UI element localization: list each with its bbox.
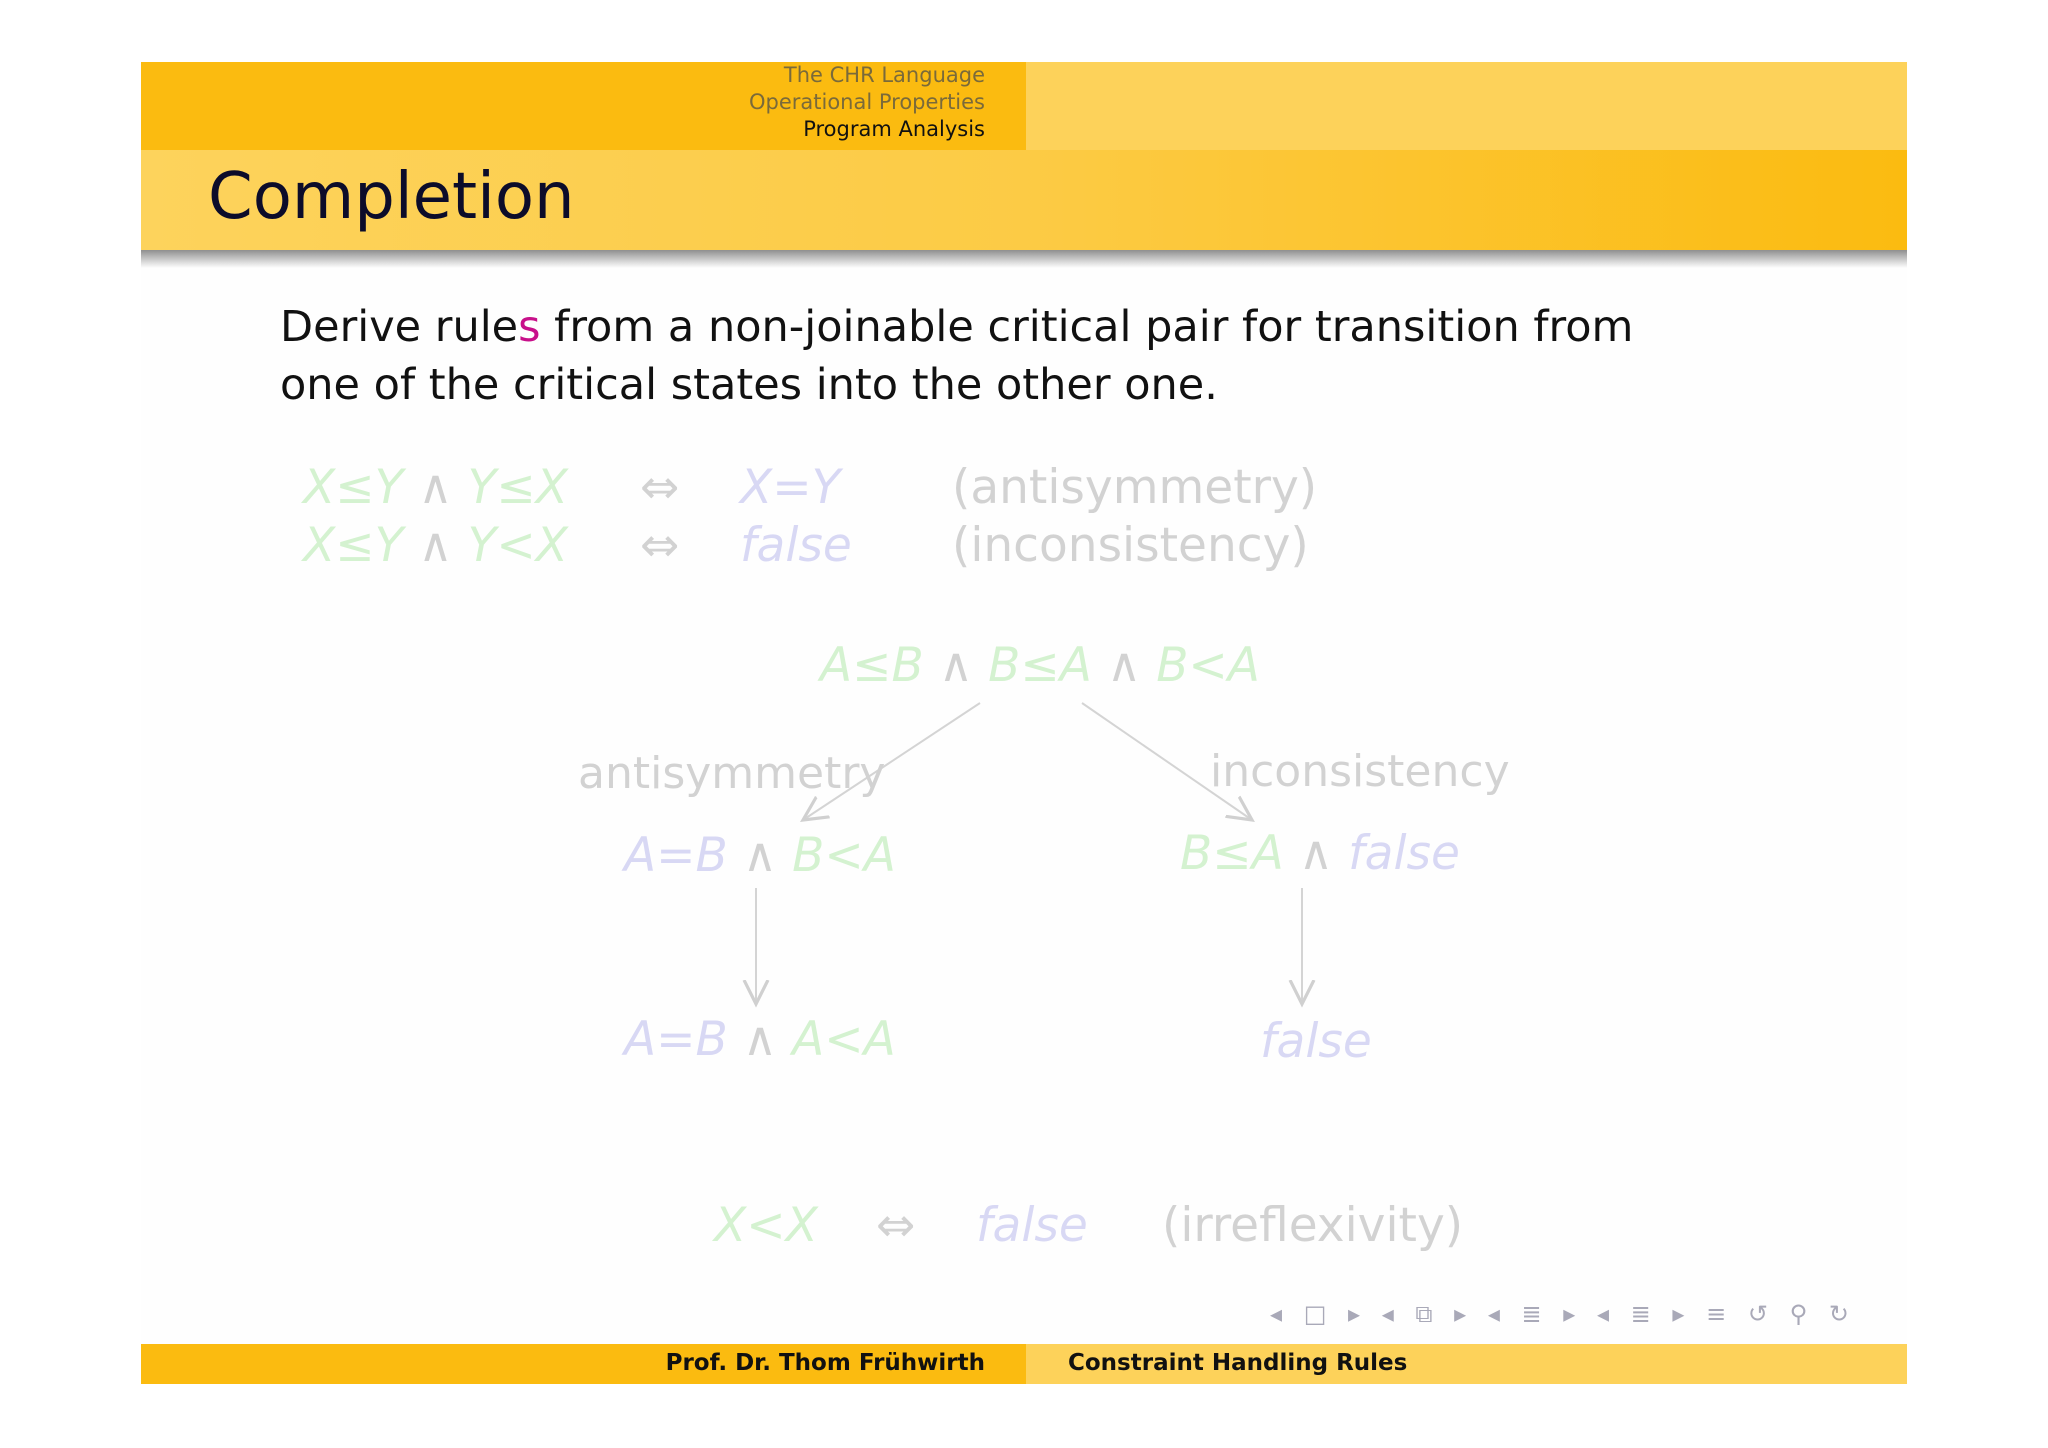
new-rule-operator: ⇔ <box>876 1198 916 1253</box>
rule-1-rhs: X=Y <box>740 460 841 515</box>
next-subsection-icon[interactable]: ▸ <box>1563 1300 1576 1328</box>
body-text-end: from a non-joinable critical pair for transition from one of the critical states into the other one. <box>280 302 1634 410</box>
root-c: B<A <box>1156 638 1260 693</box>
body-text-start: Derive rule <box>280 302 519 352</box>
and-symbol: ∧ <box>742 1012 778 1067</box>
next-slide-icon[interactable]: ▸ <box>1348 1300 1361 1328</box>
prev-slide-icon[interactable]: ◂ <box>1270 1300 1283 1328</box>
subsection-icon[interactable]: ≣ <box>1521 1300 1542 1328</box>
tree-right-final: false <box>1260 1014 1372 1069</box>
navigation-symbols <box>1270 1300 1863 1336</box>
rule-2-operator: ⇔ <box>640 518 680 573</box>
rule-1-name: (antisymmetry) <box>952 460 1318 515</box>
next-frame-icon[interactable]: ▸ <box>1454 1300 1467 1328</box>
footer-title: Constraint Handling Rules <box>1068 1350 1408 1376</box>
root-a: A≤B <box>820 638 924 693</box>
rule-1-lhs-a: X≤Y <box>303 460 404 515</box>
and-symbol: ∧ <box>1106 638 1142 693</box>
frame-title: Completion <box>208 160 575 234</box>
tree-left-label: antisymmetry <box>578 748 886 799</box>
body-text-highlight: s <box>518 302 541 352</box>
tree-root-state <box>820 638 1260 693</box>
root-b: B≤A <box>988 638 1092 693</box>
document-icon[interactable]: ≡ <box>1706 1300 1727 1328</box>
forward-icon[interactable]: ↻ <box>1828 1300 1849 1328</box>
section-link-operational-properties[interactable]: Operational Properties <box>748 90 985 114</box>
tree-right-label: inconsistency <box>1210 746 1510 797</box>
search-icon[interactable]: ⚲ <box>1789 1300 1808 1328</box>
rule-1-lhs-b: Y≤X <box>467 460 568 515</box>
and-symbol: ∧ <box>418 460 453 515</box>
and-symbol: ∧ <box>418 518 453 573</box>
new-rule-lhs: X<X <box>714 1198 818 1253</box>
right-state-b: false <box>1348 826 1460 881</box>
tree-left-final <box>624 1012 896 1067</box>
tree-left-state <box>624 828 896 883</box>
section-link-chr-language[interactable]: The CHR Language <box>783 63 985 87</box>
rule-1-operator: ⇔ <box>640 460 680 515</box>
slide-icon[interactable]: □ <box>1303 1300 1327 1328</box>
back-icon[interactable]: ↺ <box>1747 1300 1768 1328</box>
rule-2-lhs-b: Y<X <box>467 518 568 573</box>
prev-section-icon[interactable]: ◂ <box>1596 1300 1610 1328</box>
prev-frame-icon[interactable]: ◂ <box>1381 1300 1394 1328</box>
section-icon[interactable]: ≣ <box>1630 1300 1651 1328</box>
rule-2-rhs: false <box>740 518 852 573</box>
left-state-b: B<A <box>792 828 896 883</box>
tree-right-state <box>1180 826 1460 881</box>
and-symbol: ∧ <box>938 638 974 693</box>
next-section-icon[interactable]: ▸ <box>1672 1300 1685 1328</box>
and-symbol: ∧ <box>742 828 778 883</box>
section-link-program-analysis[interactable]: Program Analysis <box>803 117 985 141</box>
right-state-a: B≤A <box>1180 826 1284 881</box>
footer-author: Prof. Dr. Thom Frühwirth <box>665 1350 985 1376</box>
rule-2-lhs-a: X≤Y <box>303 518 404 573</box>
rule-2-name: (inconsistency) <box>952 518 1309 573</box>
frame-icon[interactable]: ⧉ <box>1415 1300 1433 1328</box>
and-symbol: ∧ <box>1298 826 1334 881</box>
prev-subsection-icon[interactable]: ◂ <box>1487 1300 1500 1328</box>
new-rule-name: (irreflexivity) <box>1162 1198 1464 1253</box>
left-final-b: A<A <box>792 1012 896 1067</box>
new-rule-rhs: false <box>976 1198 1088 1253</box>
left-state-a: A=B <box>624 828 728 883</box>
left-final-a: A=B <box>624 1012 728 1067</box>
